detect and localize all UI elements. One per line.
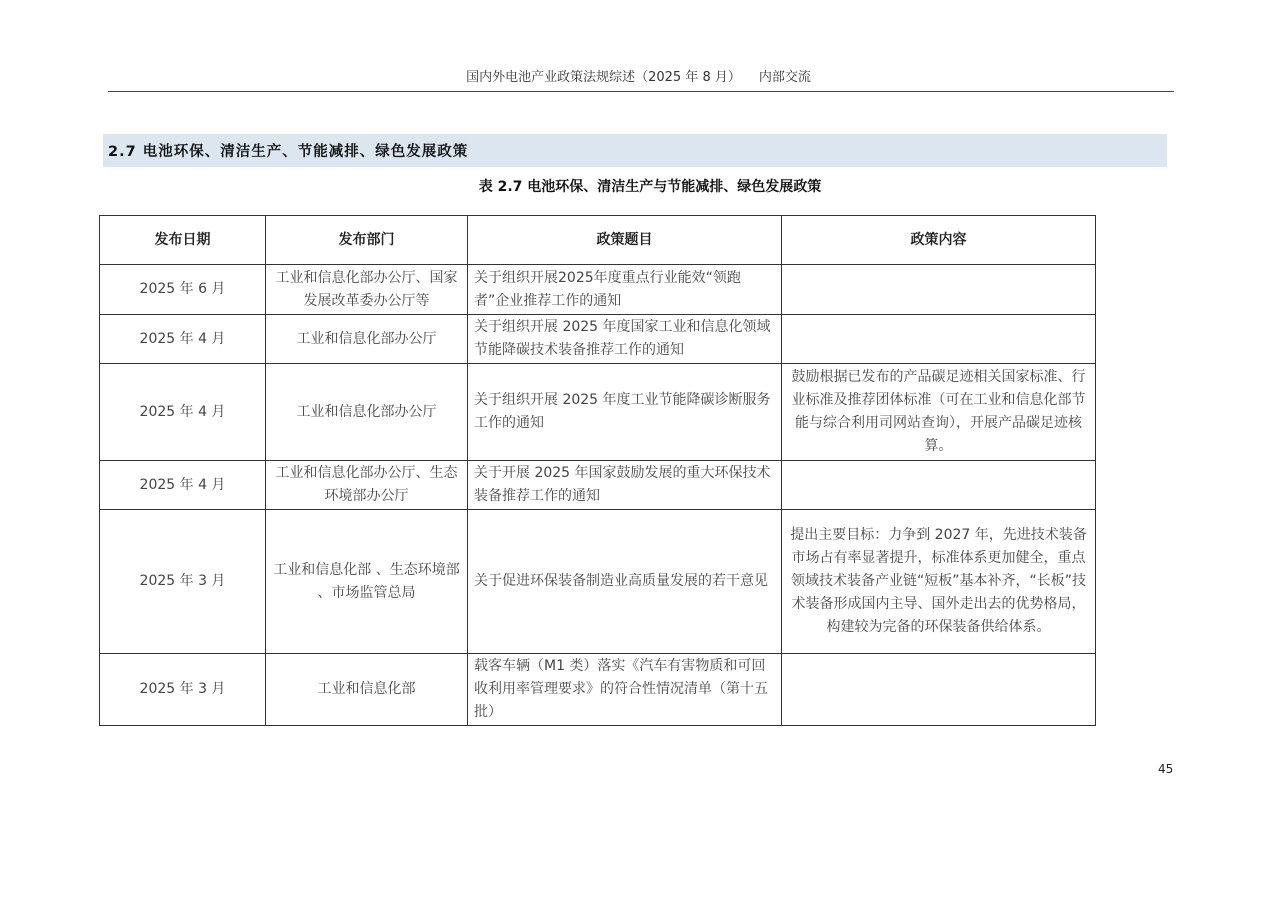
cell-title: 关于组织开展 2025 年度工业节能降碳诊断服务工作的通知 [468, 364, 782, 461]
table-caption: 表 2.7 电池环保、清洁生产与节能减排、绿色发展政策 [478, 179, 822, 195]
cell-department: 工业和信息化部 [266, 654, 468, 726]
page-header [0, 66, 1277, 85]
cell-content: 提出主要目标：力争到 2027 年，先进技术装备市场占有率显著提升，标准体系更加健全，重点领域技术装备产业链“短板”基本补齐，“长板”技术装备形成国内主导、国外走出去的优势格局，构建较为完备的环保装备供给体系。 [782, 510, 1096, 654]
cell-content [782, 461, 1096, 510]
cell-date: 2025 年 4 月 [100, 315, 266, 364]
table-row [100, 654, 1096, 726]
cell-department: 工业和信息化部 、生态环境部 、市场监管总局 [266, 510, 468, 654]
cell-title: 关于组织开展 2025 年度国家工业和信息化领域节能降碳技术装备推荐工作的通知 [468, 315, 782, 364]
cell-content [782, 315, 1096, 364]
column-header-content: 政策内容 [782, 216, 1096, 265]
table-row [100, 364, 1096, 461]
cell-title: 关于促进环保装备制造业高质量发展的若干意见 [468, 510, 782, 654]
header-tag: 内部交流 [758, 70, 811, 85]
table-row [100, 510, 1096, 654]
page-number: 45 [1158, 762, 1174, 776]
section-title: 2.7 电池环保、清洁生产、节能减排、绿色发展政策 [108, 144, 469, 160]
cell-date: 2025 年 3 月 [100, 510, 266, 654]
cell-department: 工业和信息化部办公厅 [266, 315, 468, 364]
cell-content [782, 654, 1096, 726]
cell-date: 2025 年 4 月 [100, 364, 266, 461]
cell-date: 2025 年 6 月 [100, 265, 266, 315]
header-rule [108, 91, 1174, 92]
cell-date: 2025 年 3 月 [100, 654, 266, 726]
cell-title: 关于开展 2025 年国家鼓励发展的重大环保技术装备推荐工作的通知 [468, 461, 782, 510]
cell-department: 工业和信息化部办公厅 [266, 364, 468, 461]
cell-content [782, 265, 1096, 315]
column-header-department: 发布部门 [266, 216, 468, 265]
table-row [100, 315, 1096, 364]
cell-department: 工业和信息化部办公厅、生态环境部办公厅 [266, 461, 468, 510]
cell-title: 关于组织开展2025年度重点行业能效“领跑者”企业推荐工作的通知 [468, 265, 782, 315]
header-title: 国内外电池产业政策法规综述（2025 年 8 月） [466, 70, 741, 85]
cell-date: 2025 年 4 月 [100, 461, 266, 510]
column-header-date: 发布日期 [100, 216, 266, 265]
cell-department: 工业和信息化部办公厅、国家发展改革委办公厅等 [266, 265, 468, 315]
section-heading [103, 134, 1167, 167]
table-header-row [100, 216, 1096, 265]
cell-title: 载客车辆（M1 类）落实《汽车有害物质和可回收利用率管理要求》的符合性情况清单（第十五批） [468, 654, 782, 726]
policy-table [99, 215, 1096, 726]
table-row [100, 461, 1096, 510]
table-row [100, 265, 1096, 315]
cell-content: 鼓励根据已发布的产品碳足迹相关国家标准、行业标准及推荐团体标准（可在工业和信息化部节能与综合利用司网站查询），开展产品碳足迹核算。 [782, 364, 1096, 461]
column-header-title: 政策题目 [468, 216, 782, 265]
